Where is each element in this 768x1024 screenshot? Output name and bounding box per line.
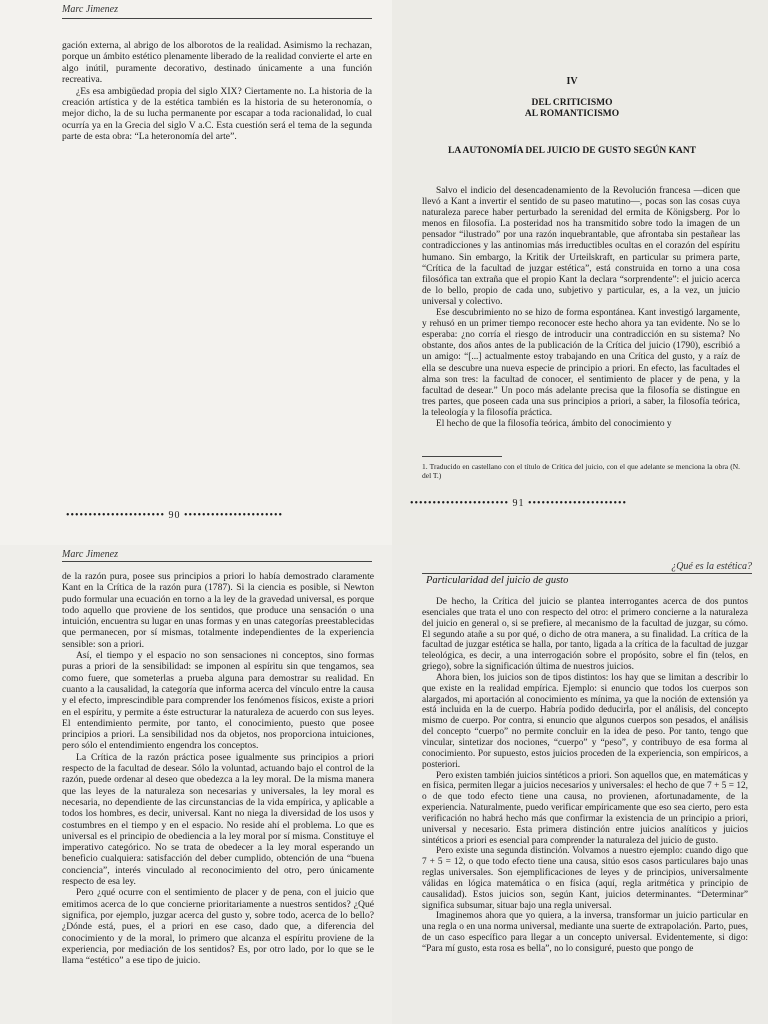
page-number: •••••••••••••••••••••• 90 •••••••••••••••••••••• bbox=[66, 510, 284, 521]
page-90 bbox=[0, 0, 392, 545]
chapter-number: IV bbox=[566, 76, 578, 87]
paragraph: Ahora bien, los juicios son de tipos distintos: los hay que se limitan a describir lo que existe en la realidad empírica. Ejemplo: si enuncio que todos los cuerpos son alargados, mi aportación al conocimiento es mínima, ya que la noción de extensión ya está incluida en la de cuerpo. Habría podido deducirla, por el análisis, del concepto mismo de cuerpo. Por contra, si enuncio que algunos cuerpos son pesados, el análisis del concepto “cuerpo” no permite concluir en la idea de peso. Por tanto, tengo que vincular, sintetizar dos nociones, “cuerpo” y “peso”, y contribuyo de esa forma al conocimiento. Por supuesto, estos juicios proceden de la experiencia, son empíricos, a posteriori. bbox=[422, 672, 748, 770]
paragraph: Salvo el indicio del desencadenamiento de la Revolución francesa —dicen que llevó a Kant a invertir el sentido de su paseo matutino—, pocas son las cosas cuya naturaleza parece haber perturbado la serenidad del ermita de Königsberg. Por lo menos en filosofía. La posteridad nos ha transmitido sobre todo la imagen de un pensador “ilustrado” por una razón inquebrantable, que afrontaba sin pestañear las contradicciones y las antinomias más irreductibles ocultas en el corazón del espíritu humano. Sin embargo, la Kritik der Urteilskraft, en particular su primera parte, “Crítica de la facultad de juzgar estética”, está construida en torno a una cosa filosófica tan extraña que el propio Kant la declara “sorprendente”: el juicio acerca de lo bello, propio de cada uno, subjetivo y particular, es, a la vez, un juicio universal y colectivo. bbox=[422, 186, 740, 307]
header-rule bbox=[62, 18, 372, 19]
paragraph: de la razón pura, posee sus principios a priori lo había demostrado claramente Kant en la Crítica de la razón pura (1787). Si la ciencia es posible, si Newton pudo formular una ecuación en torno a la ley de la gravedad universal, es porque todo aquello que proviene de los sentidos, que produce una sensación o una intuición, encuentra su lugar en unas formas y en unas categorías preestablecidas que permanecen, por sí mismas, totalmente independientes de la experiencia sensible: son a priori. bbox=[62, 571, 374, 650]
page-91 bbox=[392, 0, 768, 545]
paragraph: Pero existe una segunda distinción. Volvamos a nuestro ejemplo: cuando digo que 7 + 5 = 12, o que todo efecto tiene una causa, sitúo esos casos particulares bajo unas reglas universales. Son ejemplificaciones de leyes y de principios, universalmente válidas en lógica matemática o en física (aquí, regla aritmética y principio de causalidad). Estos juicios son, según Kant, juicios determinantes. “Determinar” significa subsumar, situar bajo una regla universal. bbox=[422, 846, 748, 911]
paragraph: Ese descubrimiento no se hizo de forma espontánea. Kant investigó largamente, y rehusó en un primer tiempo reconocer este hecho ahora ya tan evidente. No se lo esperaba: ¿no corría el riesgo de introducir una contradicción en su sistema? No obstante, dos años antes de la publicación de la Crítica del juicio (1790), escribió a un amigo: “[...] actualmente estoy trabajando en una Crítica del gusto, y a raíz de ella se descubre una nueva especie de principio a priori. En efecto, las facultades el alma son tres: la facultad de conocer, el sentimiento de placer y de pena, y la facultad de desear.” Un poco más adelante precisa que la filosofía se distingue en tres partes, que poseen cada una sus principios a priori, a saber, la filosofía teórica, la teleología y la filosofía práctica. bbox=[422, 308, 740, 418]
page-91-text bbox=[422, 186, 740, 430]
section-title: LA AUTONOMÍA DEL JUICIO DE GUSTO SEGÚN KANT bbox=[447, 146, 697, 156]
page-92 bbox=[0, 545, 392, 1024]
running-head: Marc Jimenez bbox=[62, 4, 118, 15]
page-93 bbox=[392, 545, 768, 1024]
chapter-title-line-1: DEL CRITICISMO bbox=[531, 98, 613, 108]
page-92-text bbox=[62, 571, 374, 966]
paragraph: De hecho, la Crítica del juicio se plantea interrogantes acerca de dos puntos esenciales que trata el uno con respecto del otro: el primero concierne a la naturaleza del juicio en general o, si se prefiere, al mecanismo de la facultad de juzgar, su cómo. El segundo atañe a su por qué, o dicho de otra manera, a su finalidad. La crítica de la facultad de juzgar estética se halla, por tanto, ligada a la crítica de la facultad de juzgar teleológica, es decir, a una interrogación sobre el propósito, sobre el fin (telos, en griego), sobre la significación última de nuestros juicios. bbox=[422, 597, 748, 673]
header-rule bbox=[62, 561, 372, 562]
running-head: ¿Qué es la estética? bbox=[671, 561, 752, 572]
paragraph: Pero existen también juicios sintéticos a priori. Son aquellos que, en matemáticas y en física, permiten llegar a juicios necesarios y universales: el hecho de que 7 + 5 = 12, o de que todo efecto tiene una causa, no provienen, afortunadamente, de la experiencia. Naturalmente, puedo verificar empíricamente que eso sea cierto, pero esta verificación no habrá hecho más que confirmar la existencia de un principio a priori, universal y necesario. Esta primera distinción entre juicios analíticos y juicios sintéticos a priori es esencial para comprender la naturaleza del juicio de gusto. bbox=[422, 770, 748, 846]
page-90-text bbox=[62, 40, 372, 143]
paragraph: gación externa, al abrigo de los alborotos de la realidad. Asimismo la rechazan, porque un ámbito estético plenamente liberado de la realidad convierte el arte en algo inútil, puramente decorativo, destinado únicamente a una función recreativa. bbox=[62, 40, 372, 86]
page-number: •••••••••••••••••••••• 91 •••••••••••••••••••••• bbox=[410, 498, 628, 509]
paragraph: Así, el tiempo y el espacio no son sensaciones ni conceptos, sino formas puras a priori de la sensibilidad: se imponen al espíritu sin que tengamos, sea como fuere, que someterlas a prueba alguna para demostrar su realidad. En cuanto a la causalidad, la categoría que informa acerca del vínculo entre la causa y el efecto, imprescindible para comprender los fenómenos físicos, existe a priori en el espíritu, y permite a éste estructurar la naturaleza de acuerdo con sus leyes. El entendimiento permite, por tanto, el conocimiento, puesto que posee principios a priori. La sensibilidad nos da objetos, nos proporciona intuiciones, pero sólo el entendimiento engendra los conceptos. bbox=[62, 650, 374, 752]
footnote: 1. Traducido en castellano con el título de Crítica del juicio, con el que adelante se menciona la obra (N. del T.) bbox=[422, 462, 740, 480]
paragraph: Pero ¿qué ocurre con el sentimiento de placer y de pena, con el juicio que emitimos acerca de lo que concierne prioritariamente a nuestros sentidos? ¿Qué significa, por ejemplo, juzgar acerca del gusto y, sobre todo, acerca de lo bello? ¿Dónde está, pues, el a priori en ese caso, dado que, a diferencia del conocimiento y de la moral, lo primero que alcanza el espíritu proviene de la experiencia, por mediación de los sentidos? Es, por otro lado, por lo que se le llama “estético” a ese tipo de juicio. bbox=[62, 887, 374, 967]
paragraph: ¿Es esa ambigüedad propia del siglo XIX? Ciertamente no. La historia de la creación artística y de la estética también es la historia de su heteronomía, o mejor dicho, la de su lucha permanente por escapar a toda racionalidad, lo cual ocurría ya en la Grecia del siglo V a.C. Esta cuestión será el tema de la segunda parte de esta obra: “La heteronomía del arte”. bbox=[62, 85, 372, 143]
footnote-rule bbox=[422, 456, 502, 457]
paragraph: La Crítica de la razón práctica posee igualmente sus principios a priori respecto de la facultad de desear. Sólo la voluntad, actuando bajo el control de la razón, puede ordenar al deseo que obedezca a la ley moral. De la misma manera que las leyes de la naturaleza son necesarias y universales, la ley moral es necesaria, no dependiente de las circunstancias de la vida empírica, y aplicable a todos los hombres, es decir, universal. Kant no niega la diversidad de los usos y costumbres en el tiempo y en el espacio. No reside ahí el problema. Lo que es universal es el principio de obediencia a la ley moral por sí misma. Constituye el imperativo categórico. No se trata de obedecer a la ley moral esperando un beneficio cualquiera: satisfacción del deber cumplido, obtención de una “buena conciencia”, interés vinculado al reconocimiento del otro, pero únicamente respecto de esa ley. bbox=[62, 751, 374, 888]
running-head: Marc Jimenez bbox=[62, 549, 118, 560]
paragraph: El hecho de que la filosofía teórica, ámbito del conocimiento y bbox=[436, 418, 672, 429]
section-title: Particularidad del juicio de gusto bbox=[426, 575, 569, 586]
page-93-text bbox=[422, 597, 748, 955]
header-rule bbox=[422, 573, 752, 574]
chapter-title-line-2: AL ROMANTICISMO bbox=[524, 109, 620, 119]
paragraph: Imaginemos ahora que yo quiera, a la inversa, transformar un juicio particular en una regla o en una norma universal, mediante una suerte de extrapolación. Parto, pues, de un caso específico para llegar a un concepto universal. Evidentemente, si digo: “Para mí gusto, esta rosa es bella”, no lo consiguré, puesto que pongo de bbox=[422, 911, 748, 954]
